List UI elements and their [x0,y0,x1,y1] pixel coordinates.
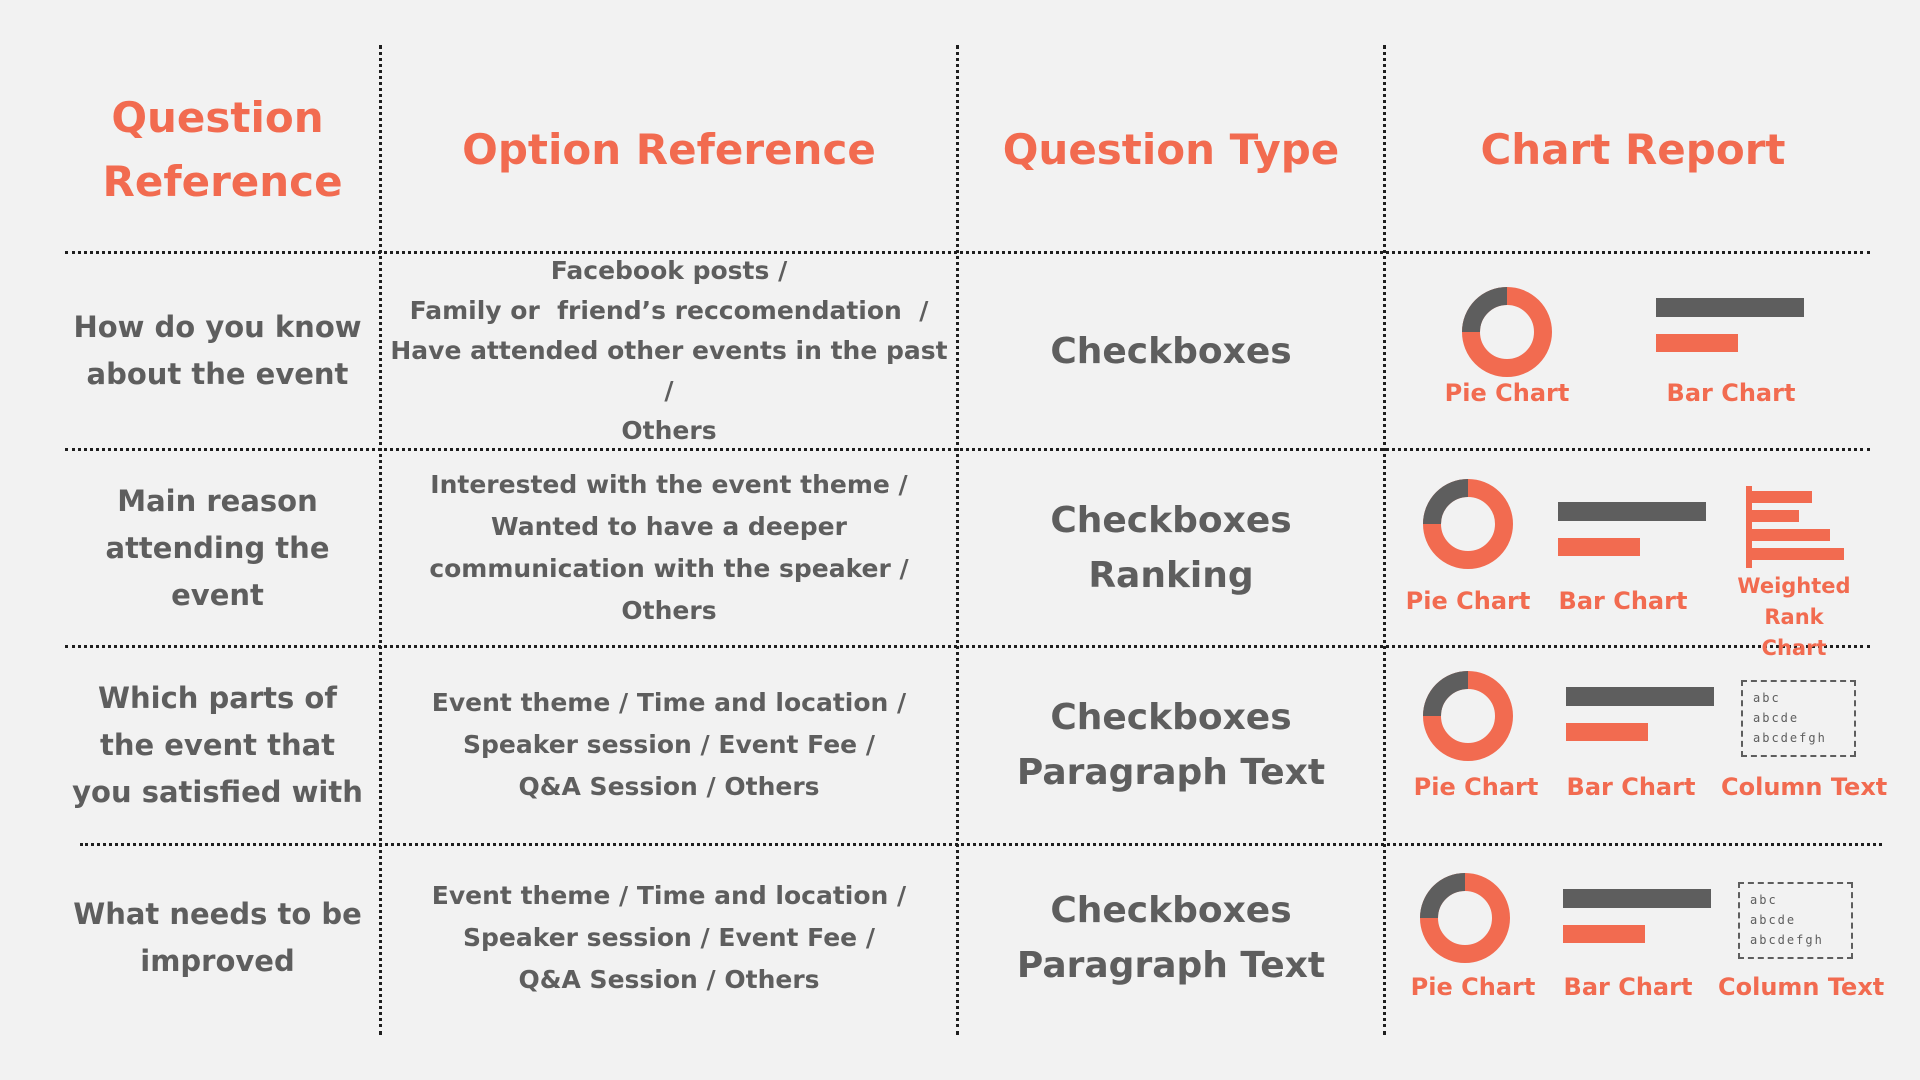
bar-chart-icon [1566,687,1716,743]
question-cell: How do you know about the event [73,310,362,391]
column-text-icon: abc abcde abcdefgh [1738,882,1853,959]
question-type-cell: Checkboxes Ranking [1050,500,1292,596]
pie-chart-icon [1457,282,1557,382]
question-cell: What needs to be improved [73,897,362,978]
chart-label: Pie Chart [1405,587,1531,615]
header-chart-report: Chart Report [1480,125,1786,174]
options-cell: Event theme / Time and location / Speaker session / Event Fee / Q&A Session / Others [431,881,907,994]
column-text-icon: abc abcde abcdefgh [1741,680,1856,757]
chart-label: Bar Chart [1566,773,1696,801]
bar-chart-icon [1563,889,1713,945]
options-cell: Interested with the event theme / Wanted to have a deeper communication with the speaker / Others [429,470,909,625]
bar-chart-icon [1558,502,1708,558]
pie-chart-icon [1415,868,1515,968]
weighted-rank-chart-icon [1746,486,1846,568]
chart-label: Column Text [1718,973,1885,1001]
chart-label: Bar Chart [1666,379,1796,407]
chart-label: Pie Chart [1413,773,1539,801]
question-type-cell: Checkboxes Paragraph Text [1016,697,1326,793]
chart-report-cell [1386,650,1888,840]
chart-label: Bar Chart [1563,973,1693,1001]
pie-chart-icon [1418,474,1518,574]
row-divider [80,843,1882,846]
chart-label: Bar Chart [1558,587,1688,615]
chart-report-cell [1386,453,1880,660]
chart-label: Pie Chart [1444,379,1570,407]
row-divider [65,645,1870,648]
chart-label: Pie Chart [1410,973,1536,1001]
chart-report-cell [1386,256,1880,446]
pie-chart-icon [1418,666,1518,766]
options-cell: Event theme / Time and location / Speaker session / Event Fee / Q&A Session / Others [431,688,907,801]
chart-label: Column Text [1721,773,1888,801]
header-option-reference: Option Reference [462,125,876,174]
row-divider [65,448,1870,451]
chart-label: Weighted Rank Chart [1737,574,1851,660]
bar-chart-icon [1656,298,1806,354]
chart-report-cell [1386,848,1885,1028]
question-cell: Which parts of the event that you satisfied with [72,680,363,809]
question-type-cell: Checkboxes [1050,330,1292,372]
question-type-cell: Checkboxes Paragraph Text [1016,890,1326,986]
row-divider [65,251,1870,254]
header-question-type: Question Type [1002,125,1340,174]
options-cell: Facebook posts / Family or friend’s reccomendation / Have attended other events in the past / Others [390,256,948,445]
header-question-reference: Question Reference [102,93,343,206]
question-cell: Main reason attending the event [105,483,330,612]
